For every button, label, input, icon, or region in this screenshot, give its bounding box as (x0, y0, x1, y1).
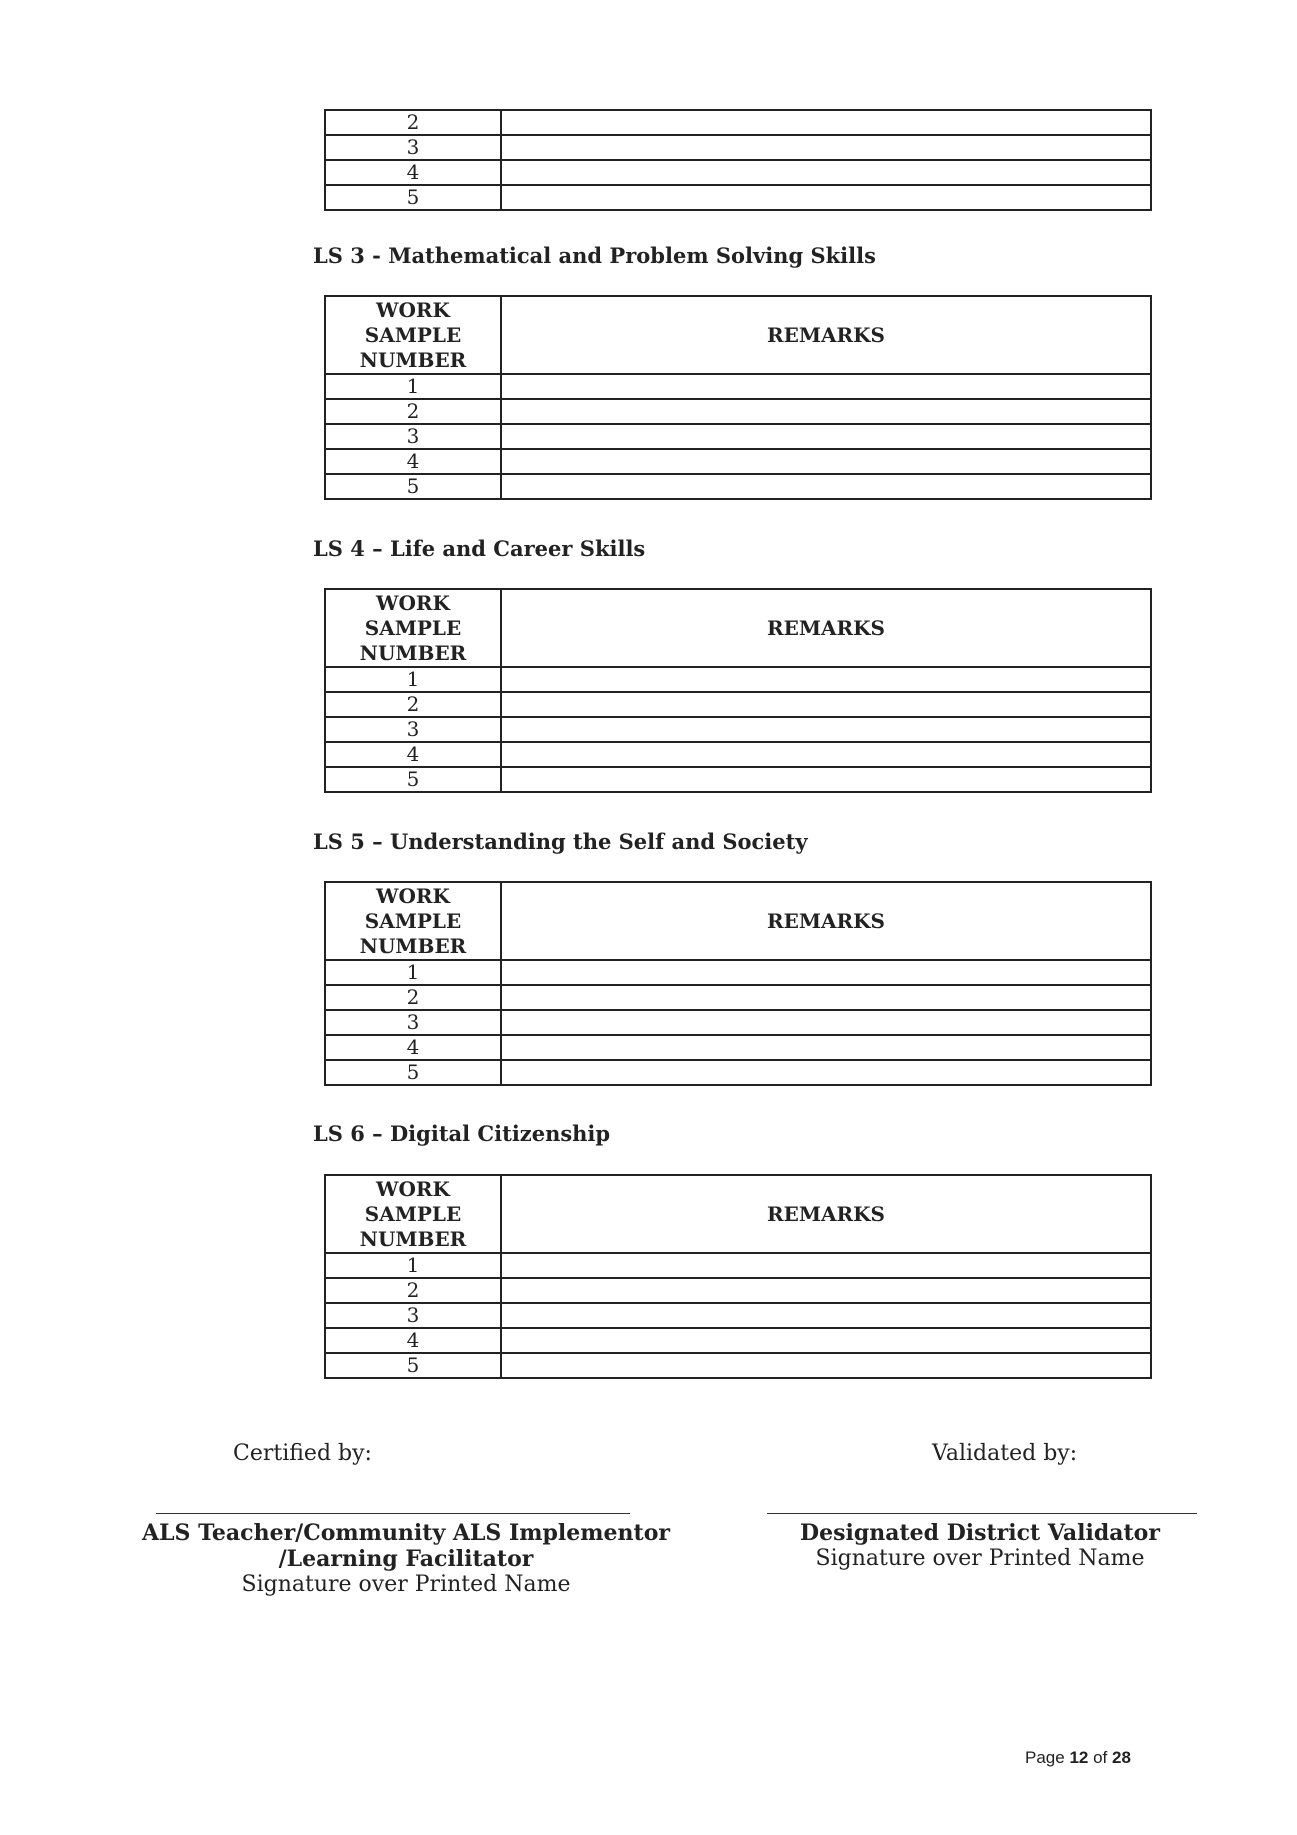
header-line: NUMBER (359, 640, 467, 665)
work-sample-number: 3 (325, 717, 501, 742)
remarks-cell (501, 110, 1151, 135)
right-role-line1: Designated District Validator (800, 1520, 1160, 1546)
header-line: WORK (376, 883, 450, 908)
remarks-cell (501, 1060, 1151, 1085)
work-sample-number: 5 (325, 1353, 501, 1378)
remarks-cell (501, 1278, 1151, 1303)
table-row (325, 1010, 1151, 1035)
remarks-cell (501, 960, 1151, 985)
table-row (325, 110, 1151, 135)
table-row (325, 424, 1151, 449)
page-total: 28 (1112, 1748, 1131, 1767)
work-sample-number-header (325, 1175, 501, 1253)
work-sample-number: 2 (325, 985, 501, 1010)
remarks-cell (501, 1010, 1151, 1035)
work-sample-number: 4 (325, 1035, 501, 1060)
table-row (325, 474, 1151, 499)
left-role-line1: ALS Teacher/Community ALS Implementor (142, 1520, 670, 1546)
ls5-table (324, 881, 1152, 1086)
remarks-cell (501, 767, 1151, 792)
remarks-cell (501, 667, 1151, 692)
section-heading-ls3: LS 3 - Mathematical and Problem Solving Skills (313, 243, 876, 268)
work-sample-number: 3 (325, 135, 501, 160)
work-sample-number: 4 (325, 1328, 501, 1353)
work-sample-number: 2 (325, 692, 501, 717)
header-line: SAMPLE (364, 1201, 462, 1226)
ls3-table (324, 295, 1152, 500)
work-sample-number: 3 (325, 1303, 501, 1328)
remarks-header: REMARKS (501, 296, 1151, 374)
table-row (325, 717, 1151, 742)
remarks-cell (501, 742, 1151, 767)
remarks-cell (501, 474, 1151, 499)
table-row (325, 667, 1151, 692)
right-signature-block (760, 1520, 1200, 1572)
header-line: WORK (376, 297, 450, 322)
left-signature-block (136, 1520, 676, 1598)
table-header-row (325, 1175, 1151, 1253)
remarks-header: REMARKS (501, 1175, 1151, 1253)
work-sample-number: 2 (325, 110, 501, 135)
table-row (325, 1328, 1151, 1353)
header-line: WORK (376, 590, 450, 615)
work-sample-number: 2 (325, 1278, 501, 1303)
section-heading-ls6: LS 6 – Digital Citizenship (313, 1121, 611, 1146)
work-sample-number: 5 (325, 767, 501, 792)
table-row (325, 1035, 1151, 1060)
remarks-cell (501, 1328, 1151, 1353)
work-sample-number: 4 (325, 160, 501, 185)
left-role-line2: /Learning Facilitator (278, 1546, 534, 1572)
work-sample-number-header (325, 296, 501, 374)
remarks-cell (501, 135, 1151, 160)
remarks-header: REMARKS (501, 882, 1151, 960)
work-sample-number: 4 (325, 742, 501, 767)
table-row (325, 1253, 1151, 1278)
right-signature-caption: Signature over Printed Name (815, 1546, 1145, 1571)
table-row (325, 185, 1151, 210)
work-sample-number: 3 (325, 424, 501, 449)
remarks-cell (501, 717, 1151, 742)
work-sample-number: 1 (325, 374, 501, 399)
work-sample-number: 5 (325, 185, 501, 210)
remarks-cell (501, 160, 1151, 185)
header-line: NUMBER (359, 347, 467, 372)
left-signature-line (156, 1513, 630, 1514)
work-sample-number: 5 (325, 1060, 501, 1085)
work-sample-number: 3 (325, 1010, 501, 1035)
table-row (325, 1303, 1151, 1328)
work-sample-number: 1 (325, 1253, 501, 1278)
remarks-cell (501, 692, 1151, 717)
remarks-cell (501, 399, 1151, 424)
section-heading-ls5: LS 5 – Understanding the Self and Society (313, 829, 808, 854)
remarks-header: REMARKS (501, 589, 1151, 667)
table-header-row (325, 296, 1151, 374)
certified-by-label: Certified by: (233, 1441, 372, 1466)
header-line: SAMPLE (364, 908, 462, 933)
ls4-table (324, 588, 1152, 793)
page-number (1025, 1748, 1131, 1768)
remarks-cell (501, 374, 1151, 399)
work-sample-number-header (325, 589, 501, 667)
header-line: NUMBER (359, 933, 467, 958)
work-sample-number: 1 (325, 667, 501, 692)
continued-table (324, 109, 1152, 211)
ls6-table (324, 1174, 1152, 1379)
remarks-cell (501, 1035, 1151, 1060)
table-row (325, 1278, 1151, 1303)
table-row (325, 985, 1151, 1010)
table-row (325, 742, 1151, 767)
page-prefix: Page (1025, 1748, 1065, 1767)
remarks-cell (501, 1303, 1151, 1328)
table-header-row (325, 589, 1151, 667)
table-row (325, 1060, 1151, 1085)
header-line: SAMPLE (364, 322, 462, 347)
left-signature-caption: Signature over Printed Name (241, 1572, 571, 1597)
table-row (325, 160, 1151, 185)
table-row (325, 1353, 1151, 1378)
table-row (325, 960, 1151, 985)
page-current: 12 (1069, 1748, 1089, 1767)
page-of: of (1093, 1748, 1108, 1767)
table-row (325, 692, 1151, 717)
validated-by-label: Validated by: (932, 1441, 1078, 1466)
table-row (325, 399, 1151, 424)
remarks-cell (501, 1253, 1151, 1278)
section-heading-ls4: LS 4 – Life and Career Skills (313, 536, 646, 561)
right-signature-line (767, 1513, 1197, 1514)
remarks-cell (501, 449, 1151, 474)
table-row (325, 767, 1151, 792)
remarks-cell (501, 424, 1151, 449)
header-line: NUMBER (359, 1226, 467, 1251)
work-sample-number: 5 (325, 474, 501, 499)
header-line: WORK (376, 1176, 450, 1201)
remarks-cell (501, 185, 1151, 210)
work-sample-number: 4 (325, 449, 501, 474)
remarks-cell (501, 1353, 1151, 1378)
work-sample-number: 2 (325, 399, 501, 424)
table-header-row (325, 882, 1151, 960)
remarks-cell (501, 985, 1151, 1010)
table-row (325, 374, 1151, 399)
table-row (325, 135, 1151, 160)
table-row (325, 449, 1151, 474)
work-sample-number: 1 (325, 960, 501, 985)
work-sample-number-header (325, 882, 501, 960)
header-line: SAMPLE (364, 615, 462, 640)
